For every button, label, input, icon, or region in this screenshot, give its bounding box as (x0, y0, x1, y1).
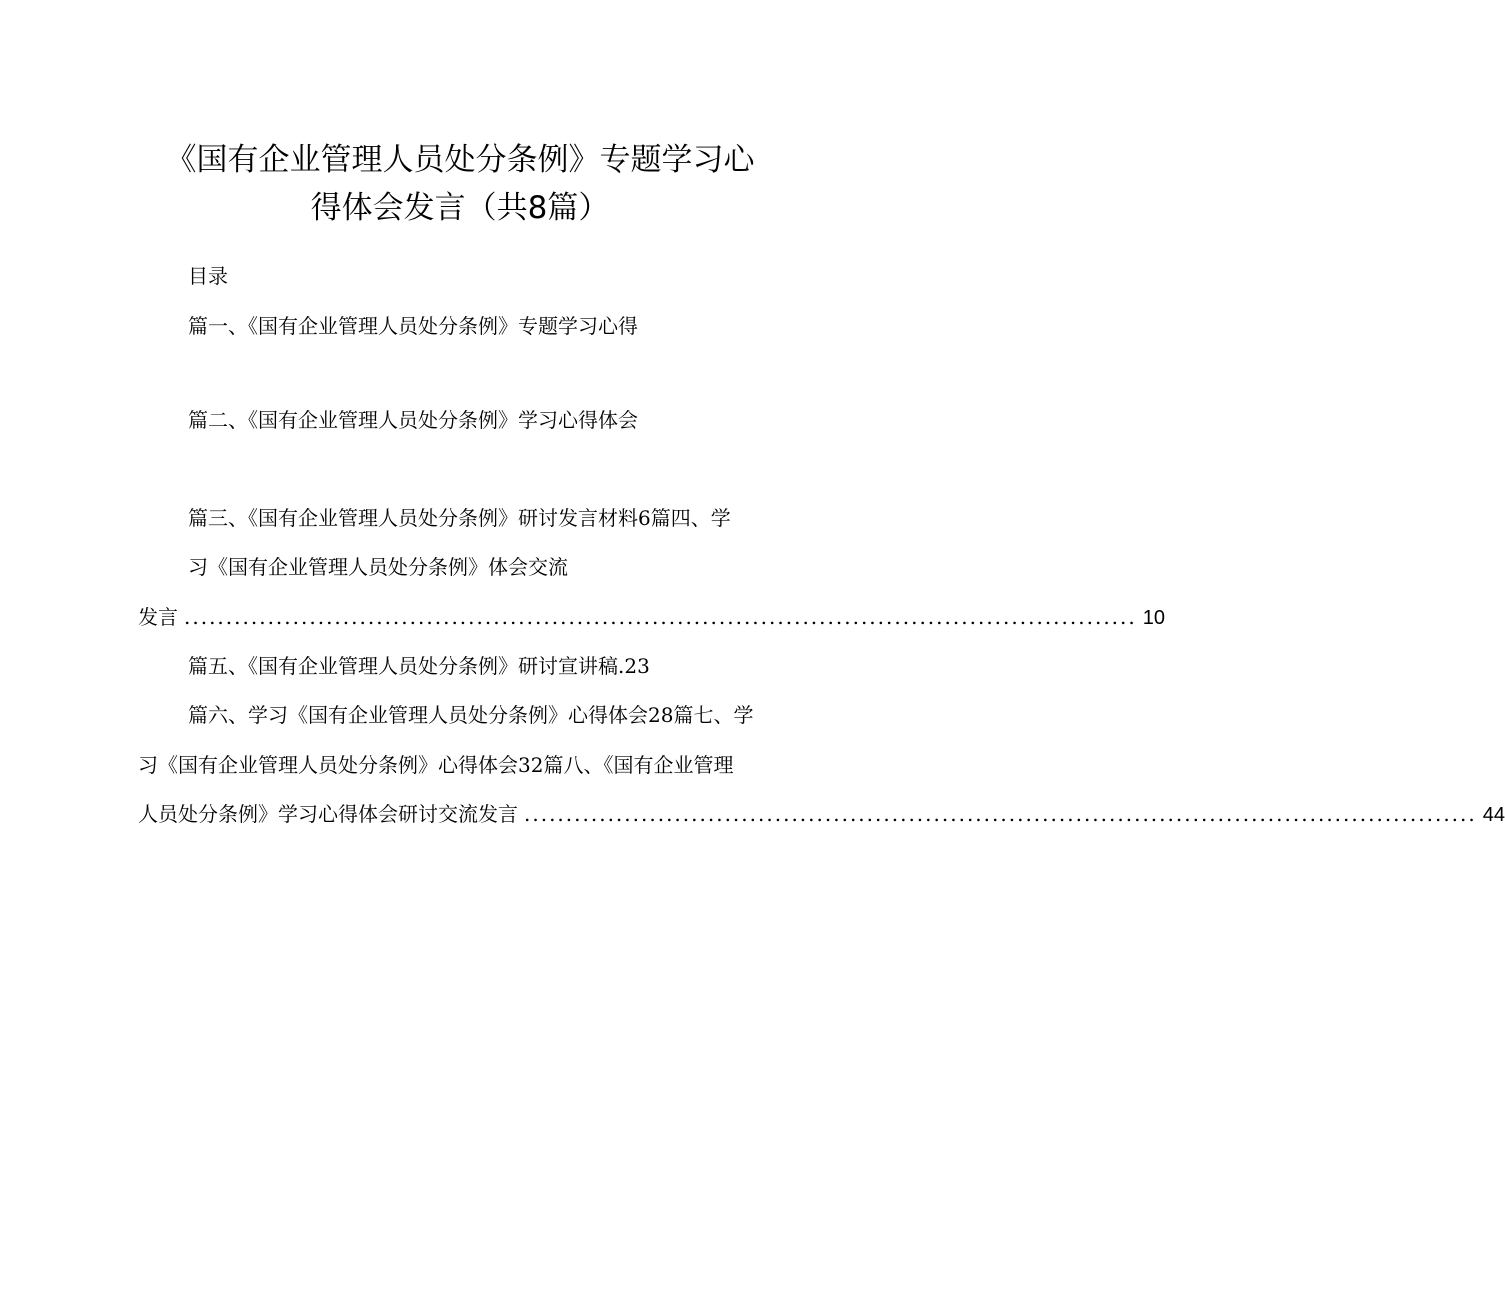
toc-item-3-line-2: 习《国有企业管理人员处分条例》体会交流 (188, 555, 568, 579)
toc-item-6-line-2: 习《国有企业管理人员处分条例》心得体会32篇八、《国有企业管理 (138, 753, 734, 777)
document-title-line-1: 《国有企业管理人员处分条例》专题学习心 (165, 142, 755, 178)
toc-item-3-line-1: 篇三、《国有企业管理人员处分条例》研讨发言材料6篇四、学 (188, 506, 731, 530)
toc-leader-dots: .................................................................................................................. (524, 802, 1477, 826)
toc-item-3-line-3 (138, 603, 1165, 632)
toc-item-6-line-1: 篇六、学习《国有企业管理人员处分条例》心得体会28篇七、学 (188, 703, 754, 727)
toc-item-1: 篇一、《国有企业管理人员处分条例》专题学习心得 (188, 314, 638, 338)
toc-item-6-line-3 (138, 800, 1505, 829)
toc-item-5: 篇五、《国有企业管理人员处分条例》研讨宣讲稿.23 (188, 654, 650, 678)
toc-leader-dots: .................................................................................................................. (184, 605, 1137, 629)
toc-item-6-text-end: 人员处分条例》学习心得体会研讨交流发言 (138, 802, 518, 826)
toc-page-number: 10 (1142, 607, 1165, 629)
toc-item-2: 篇二、《国有企业管理人员处分条例》学习心得体会 (188, 408, 638, 432)
toc-item-3-text-end: 发言 (138, 605, 178, 629)
toc-page-number: 44 (1482, 804, 1505, 826)
document-title-line-2: 得体会发言（共8篇） (310, 190, 610, 226)
toc-heading: 目录 (188, 264, 228, 288)
